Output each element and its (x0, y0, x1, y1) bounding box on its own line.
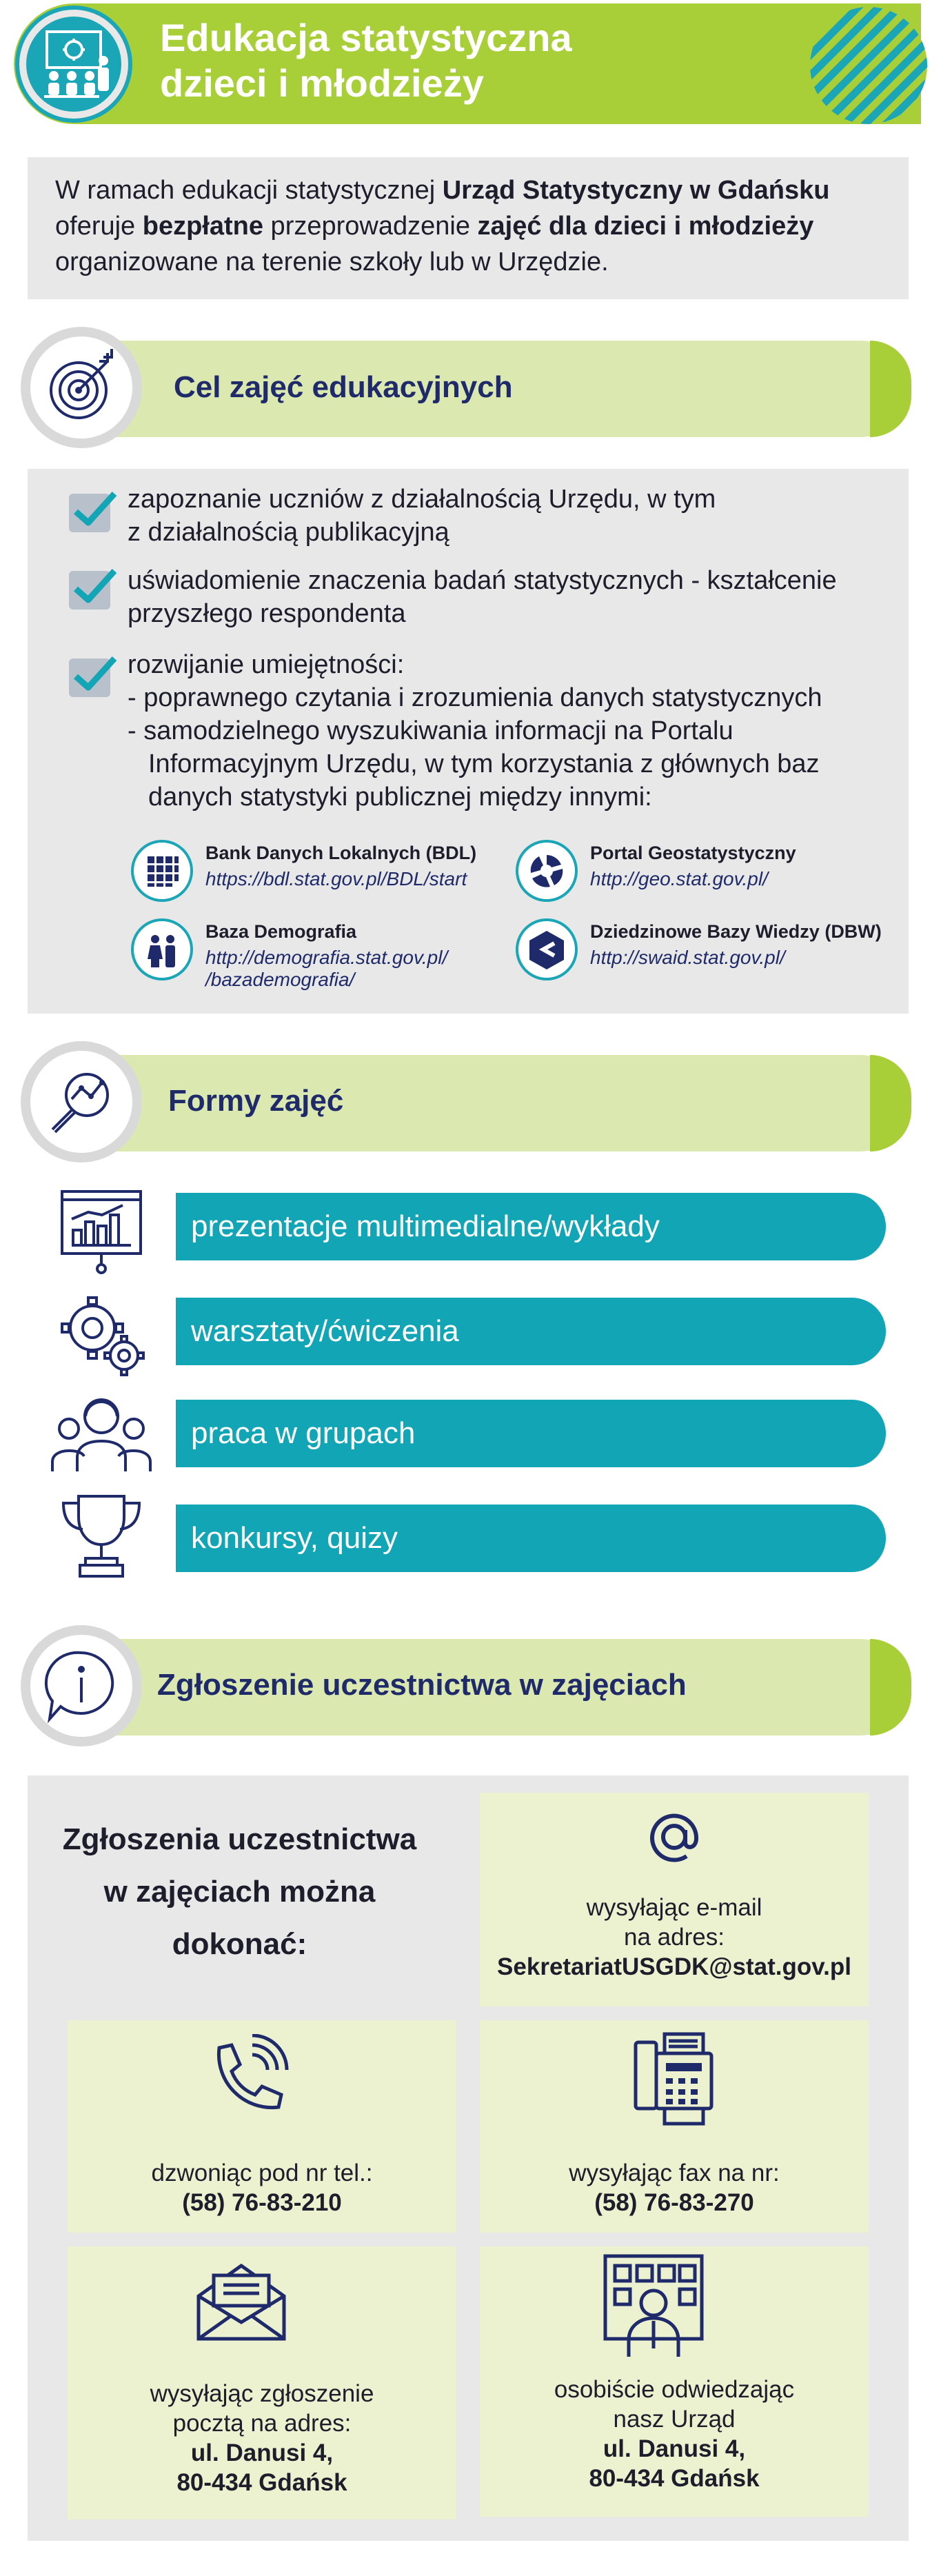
goal-item-line: przyszłego respondenta (128, 599, 406, 628)
section-cap-decoration (870, 1055, 911, 1151)
goal-item-line: zapoznanie uczniów z działalnością Urzędu, w tym (128, 485, 716, 514)
section-cap-decoration (870, 1639, 911, 1735)
page-title-line1: Edukacja statystyczna (160, 16, 572, 59)
page-title (160, 15, 572, 106)
check-icon (69, 494, 110, 532)
goal-item-line: uświadomienie znaczenia badań statystycznych - kształcenie (128, 566, 837, 595)
intro-free: bezpłatne (142, 212, 263, 241)
header-stripes-decoration (810, 7, 927, 124)
forms-title: Formy zajęć (168, 1084, 344, 1118)
group-icon (50, 1389, 153, 1478)
fax-icon (626, 2030, 722, 2130)
phone-card (68, 2020, 456, 2233)
intro-text: organizowane na terenie szkoły lub w Urzędzie. (55, 248, 609, 276)
resource-name: Baza Demografia (205, 921, 357, 942)
email-text (480, 1893, 869, 1982)
contact-lead-line: Zgłoszenia uczestnictwa (62, 1822, 417, 1856)
contact-lead-line: dokonać: (172, 1927, 307, 1961)
post-line: pocztą na adres: (172, 2410, 352, 2437)
resource-url[interactable]: http://geo.stat.gov.pl/ (590, 868, 768, 889)
geo-portal-icon (516, 840, 578, 902)
visit-line: nasz Urząd (613, 2406, 736, 2433)
form-item (176, 1400, 886, 1467)
visit-text (480, 2375, 869, 2493)
post-line: wysyłając zgłoszenie (150, 2380, 374, 2407)
form-item (176, 1298, 886, 1365)
post-address: ul. Danusi 4, (190, 2439, 334, 2466)
post-address: 80-434 Gdańsk (176, 2469, 347, 2496)
post-text (68, 2379, 456, 2497)
presentation-icon (26, 17, 121, 112)
form-item-label: konkursy, quizy (191, 1521, 398, 1555)
people-icon (131, 918, 193, 980)
contact-lead-line: w zajęciach można (103, 1875, 376, 1909)
resource-dbw (590, 921, 882, 969)
target-icon (30, 336, 132, 439)
section-cap-decoration (870, 341, 911, 437)
goal-item-line: danych statystyki publicznej między innymi: (148, 783, 652, 812)
magnifier-chart-icon (30, 1051, 132, 1153)
presentation-board-icon (57, 1187, 146, 1277)
resource-name: Dziedzinowe Bazy Wiedzy (DBW) (590, 921, 882, 942)
intro-office-name: Urząd Statystyczny w Gdańsku (442, 176, 830, 205)
email-address[interactable]: SekretariatUSGDK@stat.gov.pl (497, 1953, 851, 1980)
fax-card (480, 2020, 869, 2233)
form-item-label: praca w grupach (191, 1416, 416, 1450)
visit-address: 80-434 Gdańsk (589, 2465, 760, 2492)
intro-text: W ramach edukacji statystycznej (55, 176, 443, 205)
contact-title: Zgłoszenie uczestnictwa w zajęciach (157, 1668, 687, 1702)
fax-number[interactable]: (58) 76-83-270 (594, 2189, 754, 2216)
fax-text (480, 2158, 869, 2217)
intro-box (28, 157, 909, 299)
email-card (480, 1793, 869, 2006)
goal-item-line: - samodzielnego wyszukiwania informacji na Portalu (128, 716, 733, 745)
phone-line: dzwoniąc pod nr tel.: (151, 2160, 373, 2186)
resource-url[interactable]: https://bdl.stat.gov.pl/BDL/start (205, 868, 467, 889)
goal-item (128, 564, 837, 630)
at-icon (640, 1802, 709, 1875)
goals-title: Cel zajęć edukacyjnych (174, 370, 513, 404)
form-item (176, 1505, 886, 1572)
visit-line: osobiście odwiedzając (554, 2376, 795, 2403)
cube-icon (516, 918, 578, 980)
goal-item-line: - poprawnego czytania i zrozumienia danych statystycznych (128, 683, 822, 712)
visit-card (480, 2246, 869, 2517)
visit-address: ul. Danusi 4, (603, 2435, 746, 2462)
intro-text: przeprowadzenie (263, 212, 478, 241)
goal-item-line: Informacyjnym Urzędu, w tym korzystania z głównych baz (148, 749, 820, 778)
grid-icon (131, 840, 193, 902)
office-visit-icon (598, 2252, 709, 2366)
resource-geo (590, 843, 796, 890)
contact-lead (41, 1813, 438, 1971)
goal-item (128, 483, 716, 549)
email-line: na adres: (624, 1924, 725, 1951)
resource-url[interactable]: http://swaid.stat.gov.pl/ (590, 947, 785, 968)
goal-item-line: rozwijanie umiejętności: (128, 650, 405, 679)
form-item-label: warsztaty/ćwiczenia (191, 1314, 459, 1348)
info-icon (30, 1635, 132, 1737)
resource-name: Bank Danych Lokalnych (BDL) (205, 843, 477, 863)
goal-item-line: z działalnością publikacyjną (128, 518, 449, 547)
page-title-line2: dzieci i młodzieży (160, 61, 484, 105)
email-line: wysyłając e-mail (586, 1894, 762, 1921)
resource-url[interactable]: http://demografia.stat.gov.pl/ (205, 947, 448, 968)
intro-target: zajęć dla dzieci i młodzieży (477, 212, 814, 241)
fax-line: wysyłając fax na nr: (569, 2160, 780, 2186)
check-icon (69, 658, 110, 697)
phone-number[interactable]: (58) 76-83-210 (182, 2189, 342, 2216)
resource-demografia (205, 921, 447, 991)
resource-url[interactable]: /bazademografia/ (205, 969, 355, 990)
goal-item (128, 648, 822, 814)
envelope-icon (193, 2260, 290, 2346)
resource-bdl (205, 843, 476, 890)
form-item (176, 1193, 886, 1260)
gears-icon (54, 1289, 150, 1379)
phone-icon (199, 2034, 295, 2127)
trophy-icon (57, 1489, 146, 1582)
resource-name: Portal Geostatystyczny (590, 843, 796, 863)
phone-text (68, 2158, 456, 2217)
intro-text: oferuje (55, 212, 143, 241)
check-icon (69, 571, 110, 610)
form-item-label: prezentacje multimedialne/wykłady (191, 1209, 660, 1243)
post-card (68, 2246, 456, 2519)
